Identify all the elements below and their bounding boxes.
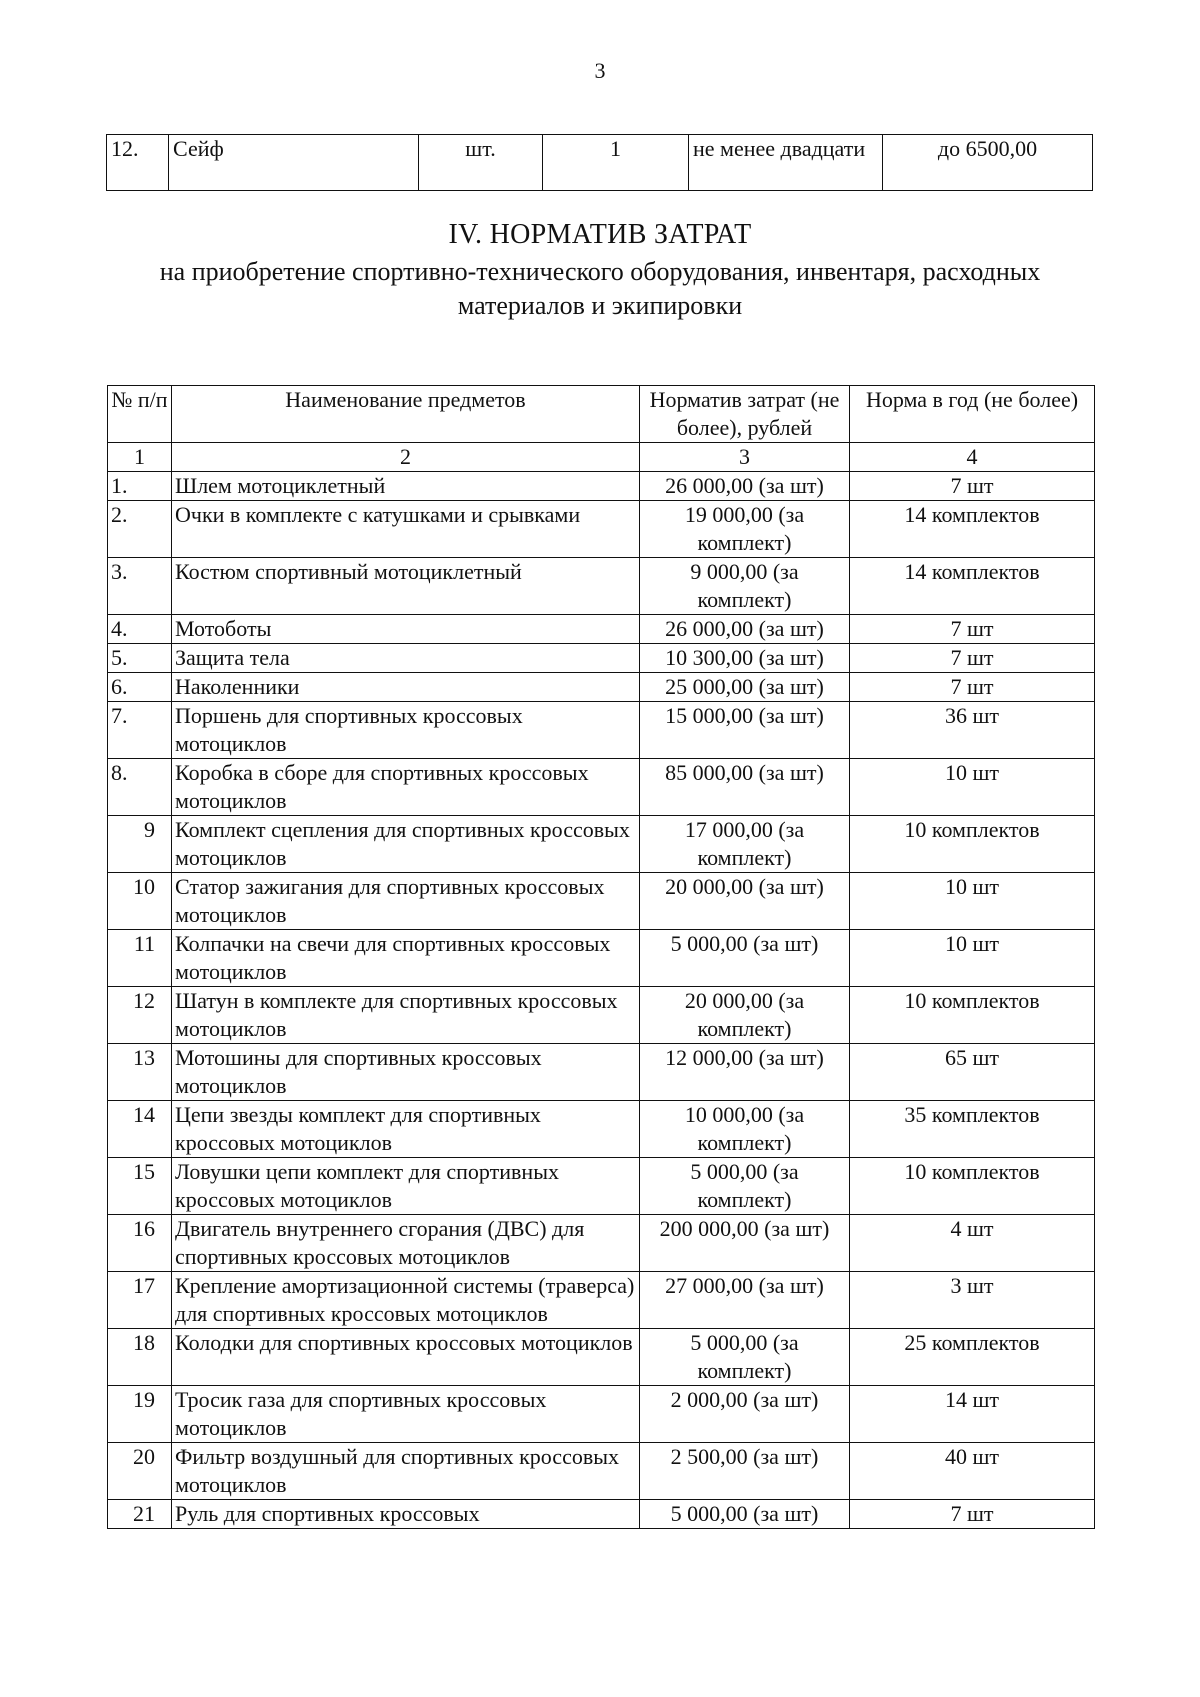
- cost-norm: 5 000,00 (за шт): [640, 1500, 850, 1529]
- previous-section-table-tail: [106, 134, 1093, 191]
- yearly-norm: 7 шт: [850, 673, 1095, 702]
- item-name: Сейф: [169, 135, 419, 191]
- cost-norm: 20 000,00 (за комплект): [640, 987, 850, 1044]
- table-row: [108, 472, 1095, 501]
- header-num: № п/п: [108, 386, 172, 443]
- cost-norm: 19 000,00 (за комплект): [640, 501, 850, 558]
- yearly-norm: 14 шт: [850, 1386, 1095, 1443]
- row-number: 13: [108, 1044, 172, 1101]
- yearly-norm: 36 шт: [850, 702, 1095, 759]
- cost-norm: 26 000,00 (за шт): [640, 472, 850, 501]
- item-name: Коробка в сборе для спортивных кроссовых мотоциклов: [172, 759, 640, 816]
- cost-norm: 15 000,00 (за шт): [640, 702, 850, 759]
- cost-norm: 5 000,00 (за комплект): [640, 1329, 850, 1386]
- row-number: 7.: [108, 702, 172, 759]
- row-number: 20: [108, 1443, 172, 1500]
- table-row: [108, 501, 1095, 558]
- item-name: Защита тела: [172, 644, 640, 673]
- page-number: 3: [594, 58, 606, 83]
- yearly-norm: 40 шт: [850, 1443, 1095, 1500]
- item-name: Двигатель внутреннего сгорания (ДВС) для спортивных кроссовых мотоциклов: [172, 1215, 640, 1272]
- yearly-norm: 65 шт: [850, 1044, 1095, 1101]
- header-name: Наименование предметов: [172, 386, 640, 443]
- item-name: Статор зажигания для спортивных кроссовых мотоциклов: [172, 873, 640, 930]
- yearly-norm: 10 шт: [850, 930, 1095, 987]
- quantity: 1: [543, 135, 689, 191]
- yearly-norm: 10 комплектов: [850, 1158, 1095, 1215]
- yearly-norm: 35 комплектов: [850, 1101, 1095, 1158]
- cost-norm: 25 000,00 (за шт): [640, 673, 850, 702]
- item-name: Колодки для спортивных кроссовых мотоциклов: [172, 1329, 640, 1386]
- table-row: [108, 615, 1095, 644]
- row-number: 12: [108, 987, 172, 1044]
- table-row: [108, 1044, 1095, 1101]
- cost-norm: 5 000,00 (за комплект): [640, 1158, 850, 1215]
- item-name: Мотоботы: [172, 615, 640, 644]
- cost-norm: 12 000,00 (за шт): [640, 1044, 850, 1101]
- cost-norm: 2 000,00 (за шт): [640, 1386, 850, 1443]
- cost-norm: 2 500,00 (за шт): [640, 1443, 850, 1500]
- yearly-norm: 10 шт: [850, 873, 1095, 930]
- row-number: 18: [108, 1329, 172, 1386]
- item-name: Мотошины для спортивных кроссовых мотоциклов: [172, 1044, 640, 1101]
- row-number: 6.: [108, 673, 172, 702]
- row-number: 8.: [108, 759, 172, 816]
- column-number-row: [108, 443, 1095, 472]
- yearly-norm: 7 шт: [850, 644, 1095, 673]
- row-number: 5.: [108, 644, 172, 673]
- yearly-norm: 3 шт: [850, 1272, 1095, 1329]
- row-number: 14: [108, 1101, 172, 1158]
- yearly-norm: 4 шт: [850, 1215, 1095, 1272]
- section-title: IV. НОРМАТИВ ЗАТРАТ: [448, 219, 752, 250]
- yearly-norm: 7 шт: [850, 1500, 1095, 1529]
- header-norm: Норма в год (не более): [850, 386, 1095, 443]
- table-row: [108, 1158, 1095, 1215]
- table-row: [108, 1272, 1095, 1329]
- item-name: Наколенники: [172, 673, 640, 702]
- item-name: Очки в комплекте с катушками и срывками: [172, 501, 640, 558]
- yearly-norm: 10 комплектов: [850, 816, 1095, 873]
- item-name: Комплект сцепления для спортивных кроссовых мотоциклов: [172, 816, 640, 873]
- yearly-norm: 14 комплектов: [850, 558, 1095, 615]
- table-row: [108, 1329, 1095, 1386]
- table-row: [108, 558, 1095, 615]
- row-number: 2.: [108, 501, 172, 558]
- yearly-norm: 7 шт: [850, 615, 1095, 644]
- table-row: [107, 135, 1093, 191]
- row-number: 10: [108, 873, 172, 930]
- cost-norms-table: [107, 385, 1095, 1529]
- col-number-2: 2: [172, 443, 640, 472]
- service-life: не менее двадцати: [689, 135, 883, 191]
- cost-norm: 5 000,00 (за шт): [640, 930, 850, 987]
- table-row: [108, 759, 1095, 816]
- item-name: Поршень для спортивных кроссовых мотоциклов: [172, 702, 640, 759]
- table-row: [108, 1215, 1095, 1272]
- row-number: 9: [108, 816, 172, 873]
- cost-norm: 26 000,00 (за шт): [640, 615, 850, 644]
- section-subtitle-line-1: на приобретение спортивно-технического оборудования, инвентаря, расходных: [159, 257, 1041, 286]
- table-row: [108, 873, 1095, 930]
- yearly-norm: 10 комплектов: [850, 987, 1095, 1044]
- table-row: [108, 1386, 1095, 1443]
- item-name: Тросик газа для спортивных кроссовых мотоциклов: [172, 1386, 640, 1443]
- yearly-norm: 25 комплектов: [850, 1329, 1095, 1386]
- table-row: [108, 702, 1095, 759]
- row-number: 12.: [107, 135, 169, 191]
- table-row: [108, 673, 1095, 702]
- section-subtitle-line-2: материалов и экипировки: [457, 291, 743, 320]
- col-number-1: 1: [108, 443, 172, 472]
- unit: шт.: [419, 135, 543, 191]
- table-row: [108, 644, 1095, 673]
- item-name: Костюм спортивный мотоциклетный: [172, 558, 640, 615]
- table-row: [108, 816, 1095, 873]
- row-number: 15: [108, 1158, 172, 1215]
- cost-norm: 20 000,00 (за шт): [640, 873, 850, 930]
- yearly-norm: 14 комплектов: [850, 501, 1095, 558]
- row-number: 3.: [108, 558, 172, 615]
- row-number: 4.: [108, 615, 172, 644]
- col-number-4: 4: [850, 443, 1095, 472]
- table-row: [108, 1101, 1095, 1158]
- row-number: 21: [108, 1500, 172, 1529]
- cost-norm: 200 000,00 (за шт): [640, 1215, 850, 1272]
- item-name: Крепление амортизационной системы (траверса) для спортивных кроссовых мотоциклов: [172, 1272, 640, 1329]
- row-number: 16: [108, 1215, 172, 1272]
- table-row: [108, 1500, 1095, 1529]
- item-name: Шлем мотоциклетный: [172, 472, 640, 501]
- item-name: Колпачки на свечи для спортивных кроссовых мотоциклов: [172, 930, 640, 987]
- cost-norm: 17 000,00 (за комплект): [640, 816, 850, 873]
- yearly-norm: 10 шт: [850, 759, 1095, 816]
- header-cost: Норматив затрат (не более), рублей: [640, 386, 850, 443]
- yearly-norm: 7 шт: [850, 472, 1095, 501]
- item-name: Руль для спортивных кроссовых: [172, 1500, 640, 1529]
- cost-norm: 9 000,00 (за комплект): [640, 558, 850, 615]
- item-name: Фильтр воздушный для спортивных кроссовых мотоциклов: [172, 1443, 640, 1500]
- row-number: 17: [108, 1272, 172, 1329]
- item-name: Цепи звезды комплект для спортивных кроссовых мотоциклов: [172, 1101, 640, 1158]
- cost-norm: 85 000,00 (за шт): [640, 759, 850, 816]
- header-row: [108, 386, 1095, 443]
- price: до 6500,00: [883, 135, 1093, 191]
- cost-norm: 27 000,00 (за шт): [640, 1272, 850, 1329]
- row-number: 11: [108, 930, 172, 987]
- row-number: 1.: [108, 472, 172, 501]
- item-name: Шатун в комплекте для спортивных кроссовых мотоциклов: [172, 987, 640, 1044]
- row-number: 19: [108, 1386, 172, 1443]
- table-row: [108, 987, 1095, 1044]
- item-name: Ловушки цепи комплект для спортивных кроссовых мотоциклов: [172, 1158, 640, 1215]
- cost-norm: 10 300,00 (за шт): [640, 644, 850, 673]
- col-number-3: 3: [640, 443, 850, 472]
- table-row: [108, 1443, 1095, 1500]
- table-row: [108, 930, 1095, 987]
- cost-norm: 10 000,00 (за комплект): [640, 1101, 850, 1158]
